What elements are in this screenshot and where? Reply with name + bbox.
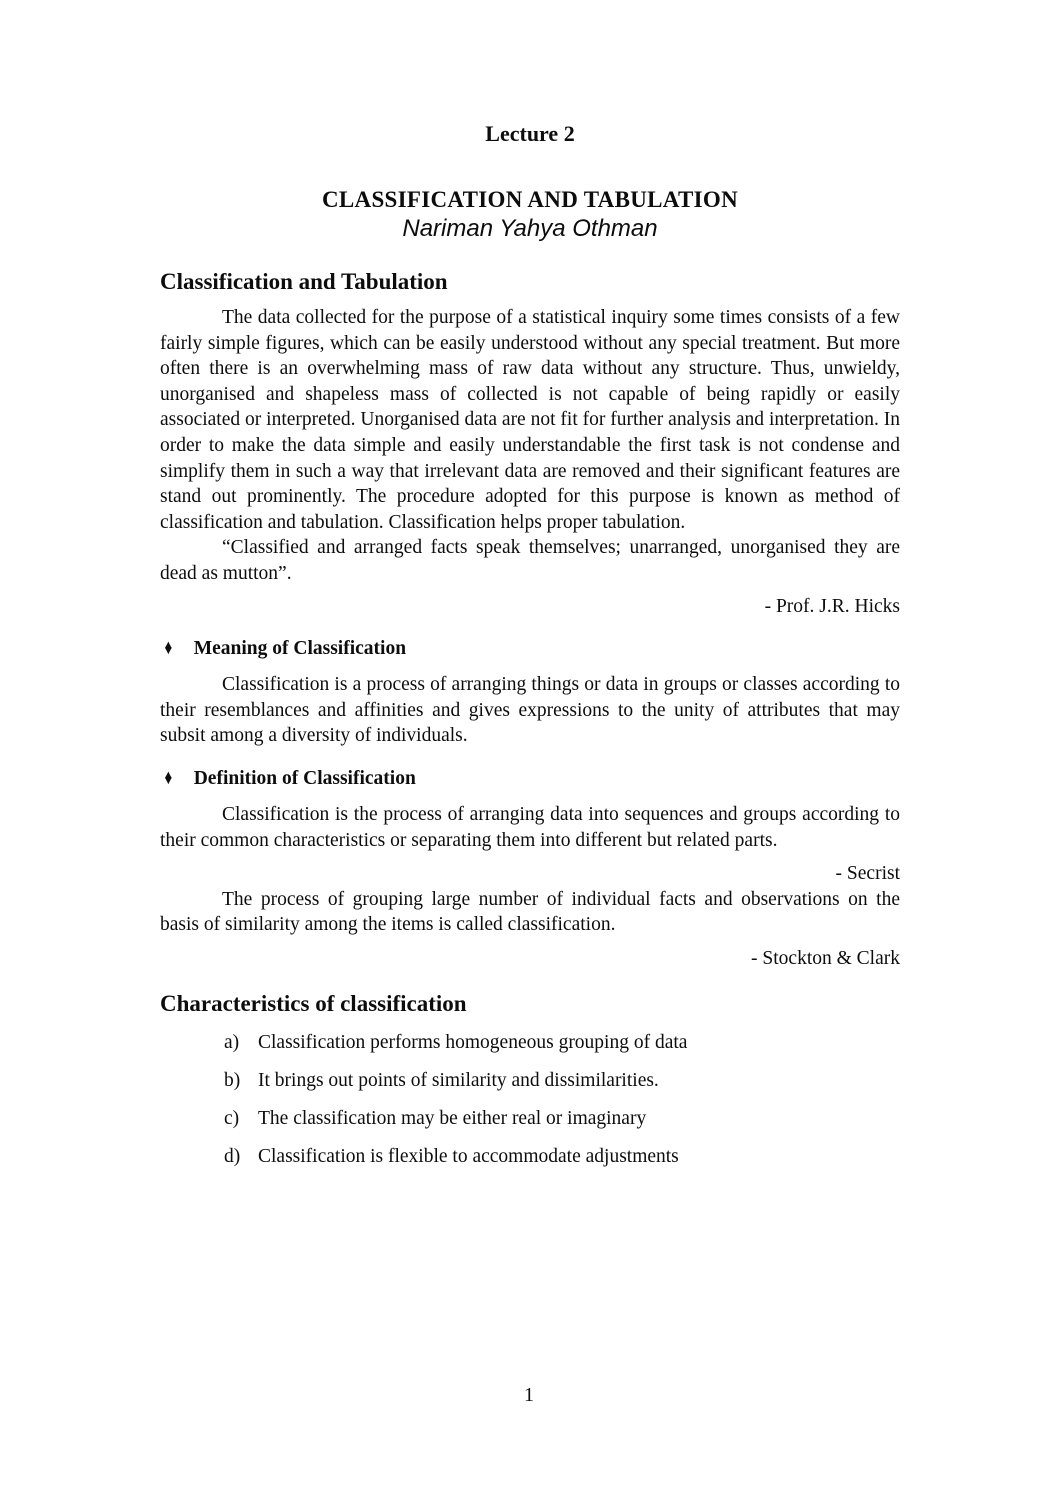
- quote-paragraph: “Classified and arranged facts speak themselves; unarranged, unorganised they are dead as mutton”.: [160, 537, 900, 584]
- list-item-label: a): [224, 1031, 240, 1053]
- list-item: [224, 1068, 900, 1094]
- list-item: [224, 1030, 900, 1056]
- definition-paragraph: Classification is the process of arranging data into sequences and groups according to their common characteristics or separating them into different but related parts.: [160, 803, 900, 851]
- list-item-text: Classification is flexible to accommodate adjustments: [258, 1146, 679, 1168]
- lecture-number-heading: Lecture 2: [485, 121, 575, 146]
- list-item-text: Classification performs homogeneous grouping of data: [258, 1031, 688, 1053]
- characteristics-list: [160, 1030, 900, 1170]
- quote-attribution-hicks: - Prof. J.R. Hicks: [764, 595, 900, 617]
- document-title: CLASSIFICATION AND TABULATION: [322, 187, 738, 212]
- section-heading-characteristics: Characteristics of classification: [160, 991, 467, 1017]
- section-heading-classification-and-tabulation: Classification and Tabulation: [160, 269, 448, 294]
- author-name: Nariman Yahya Othman: [402, 215, 658, 242]
- meaning-of-classification-heading: [163, 635, 900, 660]
- list-item-label: d): [224, 1146, 241, 1168]
- definition-of-classification-heading: [163, 765, 900, 790]
- definition-heading-label: Definition of Classification: [193, 767, 416, 789]
- list-item: [224, 1106, 900, 1132]
- attribution-secrist: - Secrist: [835, 863, 900, 885]
- grouping-paragraph: The process of grouping large number of individual facts and observations on the basis of similarity among the items is called classification.: [160, 888, 900, 936]
- diamond-bullet-icon: ♦: [164, 635, 173, 660]
- list-item-label: c): [224, 1108, 240, 1130]
- attribution-stockton-clark: - Stockton & Clark: [751, 947, 900, 969]
- list-item-label: b): [224, 1070, 241, 1092]
- meaning-paragraph: Classification is a process of arranging things or data in groups or classes according to their resemblances and affinities and gives expressions to the unity of attributes that may subsit among a diversity of individuals.: [160, 674, 900, 747]
- list-item-text: The classification may be either real or imaginary: [258, 1108, 647, 1130]
- intro-paragraph: The data collected for the purpose of a statistical inquiry some times consists of a few fairly simple figures, which can be easily understood without any special treatment. But more often there is an overwhelming mass of raw data without any structure. Thus, unwieldy, unorganised and shapeless mass of collected is not capable of being rapidly or easily associated or interpreted. Unorganised data are not fit for further analysis and interpretation. In order to make the data simple and easily understandable the first task is not condense and simplify them in such a way that irrelevant data are removed and their significant features are stand out prominently. The procedure adopted for this purpose is known as method of classification and tabulation. Classification helps proper tabulation.: [160, 307, 900, 533]
- list-item-text: It brings out points of similarity and dissimilarities.: [258, 1070, 659, 1092]
- meaning-heading-label: Meaning of Classification: [193, 638, 407, 660]
- list-item: [224, 1144, 900, 1170]
- diamond-bullet-icon: ♦: [164, 764, 173, 789]
- page-number: 1: [524, 1384, 534, 1406]
